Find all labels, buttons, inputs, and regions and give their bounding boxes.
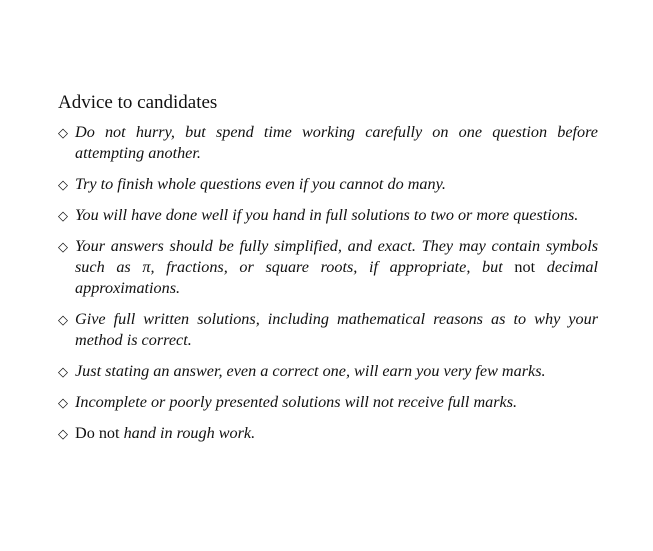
diamond-bullet-icon: ◇ [58,312,68,327]
advice-list [58,122,598,444]
advice-item [58,309,598,351]
advice-emphasis: Do not [75,424,120,442]
section-heading: Advice to candidates [58,92,218,113]
advice-text: hand in rough work. [119,424,256,442]
advice-item [58,361,598,382]
diamond-bullet-icon: ◇ [58,125,68,140]
advice-text: Your answers should be fully simplified, and exact. They may contain symbols such as π, fractions, or square roots, if appropriate, but [75,237,598,276]
advice-item [58,392,598,413]
diamond-bullet-icon: ◇ [58,395,68,410]
diamond-bullet-icon: ◇ [58,426,68,441]
advice-text: Try to finish whole questions even if you cannot do many. [75,175,446,193]
advice-text: You will have done well if you hand in full solutions to two or more questions. [75,206,579,224]
diamond-bullet-icon: ◇ [58,364,68,379]
advice-section [58,91,598,454]
diamond-bullet-icon: ◇ [58,239,68,254]
advice-emphasis: not [514,258,536,276]
advice-text: Give full written solutions, including mathematical reasons as to why your method is correct. [75,310,598,349]
advice-item [58,122,598,164]
diamond-bullet-icon: ◇ [58,177,68,192]
advice-item [58,205,598,226]
advice-text: decimal approximations. [75,258,598,297]
advice-text: Do not hurry, but spend time working carefully on one question before attempting another. [75,123,598,162]
advice-item [58,423,598,444]
advice-item [58,236,598,299]
advice-item [58,174,598,195]
advice-text: Incomplete or poorly presented solutions will not receive full marks. [75,393,518,411]
advice-text: Just stating an answer, even a correct one, will earn you very few marks. [75,362,546,380]
diamond-bullet-icon: ◇ [58,208,68,223]
